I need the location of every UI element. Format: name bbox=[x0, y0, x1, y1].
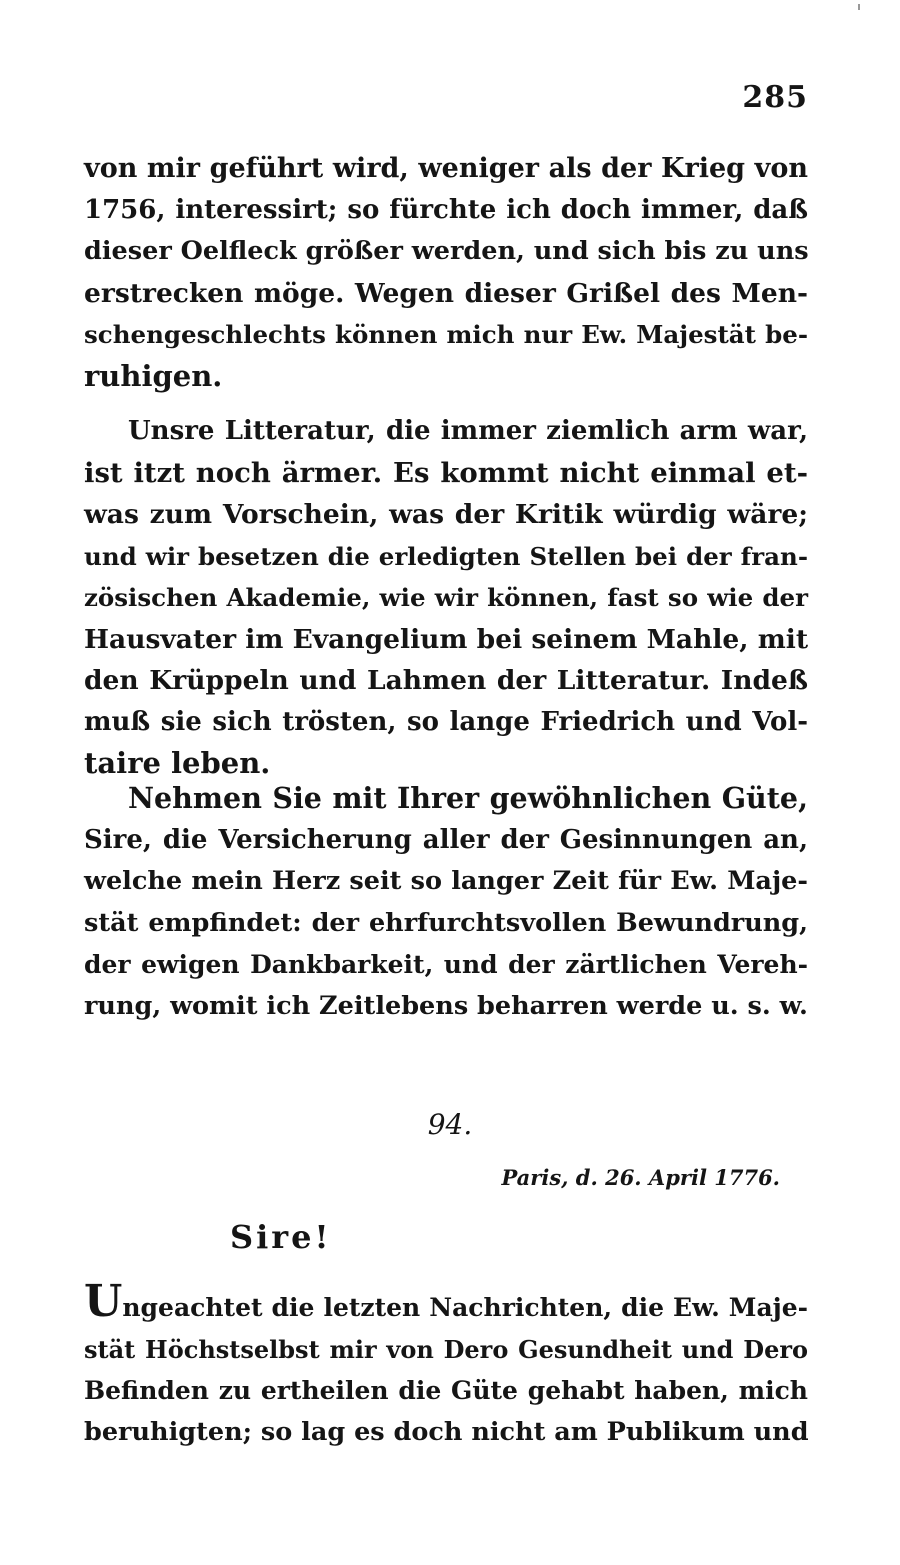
text-line: stät empfindet: der ehrfurchtsvollen Bewundrung, bbox=[84, 907, 808, 938]
text-line-first bbox=[84, 1276, 808, 1329]
text-line: den Krüppeln und Lahmen der Litteratur. Indeß bbox=[84, 665, 808, 696]
text-line: ruhigen. bbox=[84, 358, 223, 393]
text-line: Sire, die Versicherung aller der Gesinnungen an, bbox=[84, 824, 808, 855]
text-line: beruhigten; so lag es doch nicht am Publikum und bbox=[84, 1416, 809, 1447]
text-line: von mir geführt wird, weniger als der Krieg von bbox=[84, 153, 808, 184]
letter-number: 94. bbox=[427, 1108, 473, 1141]
text-line: dieser Oelfleck größer werden, und sich bis zu uns bbox=[84, 236, 809, 266]
text-line: taire leben. bbox=[84, 746, 271, 780]
salutation: Sire! bbox=[230, 1218, 332, 1256]
text-line-rest: ngeachtet die letzten Nachrichten, die Ew. Maje- bbox=[122, 1293, 808, 1322]
text-line: schengeschlechts können mich nur Ew. Majestät be- bbox=[84, 320, 808, 349]
text-line: Hausvater im Evangelium bei seinem Mahle, mit bbox=[84, 623, 809, 655]
paragraph-4 bbox=[84, 1276, 809, 1453]
text-line: 1756, interessirt; so fürchte ich doch immer, daß bbox=[84, 194, 808, 225]
text-line: zösischen Akademie, wie wir können, fast so wie der bbox=[84, 583, 808, 612]
paragraph-2 bbox=[84, 411, 808, 785]
text-line: der ewigen Dankbarkeit, und der zärtlichen Vereh- bbox=[84, 950, 808, 979]
text-line: was zum Vorschein, was der Kritik würdig wäre; bbox=[84, 499, 808, 530]
dateline: Paris, d. 26. April 1776. bbox=[501, 1165, 780, 1190]
drop-cap: U bbox=[84, 1276, 123, 1327]
text-line: Nehmen Sie mit Ihrer gewöhnlichen Güte, bbox=[128, 781, 808, 815]
text-line: welche mein Herz seit so langer Zeit für Ew. Maje- bbox=[84, 866, 808, 896]
paragraph-1 bbox=[84, 148, 808, 397]
page-number: 285 bbox=[742, 80, 808, 115]
text-line: erstrecken möge. Wegen dieser Grißel des Men- bbox=[84, 277, 808, 309]
text-line: Unsre Litteratur, die immer ziemlich arm war, bbox=[128, 416, 808, 446]
text-line: Befinden zu ertheilen die Güte gehabt haben, mich bbox=[84, 1376, 808, 1405]
text-line: rung, womit ich Zeitlebens beharren werde u. s. w. bbox=[84, 990, 808, 1021]
page-corner-mark bbox=[858, 4, 860, 10]
text-line: ist itzt noch ärmer. Es kommt nicht einmal et- bbox=[84, 456, 808, 489]
text-line: stät Höchstselbst mir von Dero Gesundheit und Dero bbox=[84, 1334, 808, 1364]
paragraph-3 bbox=[84, 778, 808, 1027]
text-line: und wir besetzen die erledigten Stellen bei der fran- bbox=[84, 541, 808, 571]
text-line: muß sie sich trösten, so lange Friedrich und Vol- bbox=[84, 706, 808, 737]
